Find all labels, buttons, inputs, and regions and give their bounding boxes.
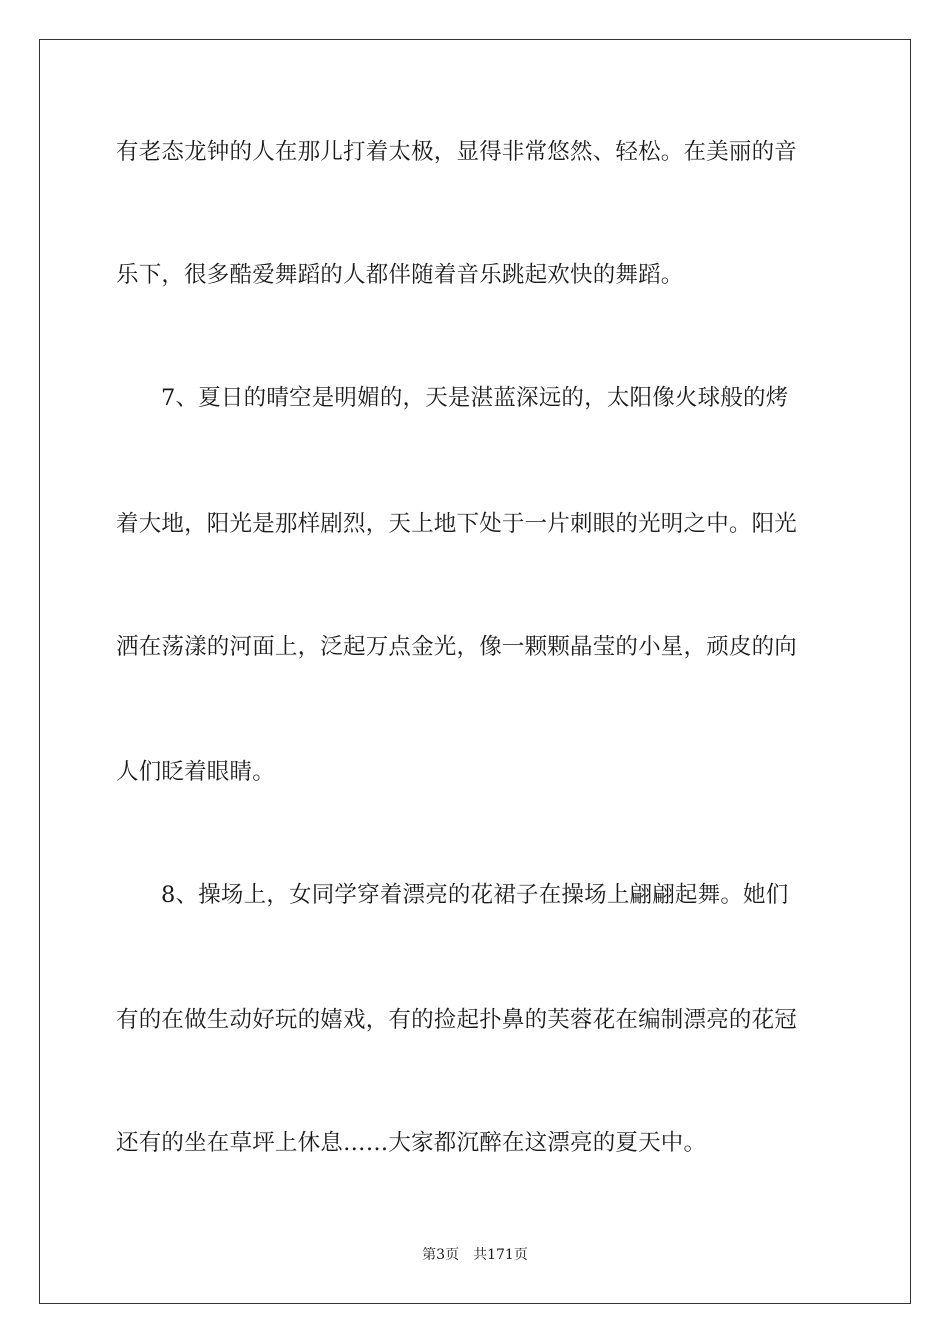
paragraph-line: 乐下，很多酷爱舞蹈的人都伴随着音乐跳起欢快的舞蹈。 bbox=[116, 262, 684, 288]
paragraph-line: 有的在做生动好玩的嬉戏，有的捡起扑鼻的芙蓉花在编制漂亮的花冠 bbox=[116, 1007, 798, 1033]
page-number: 第3页 bbox=[422, 1247, 460, 1263]
paragraph-line: 人们眨着眼睛。 bbox=[116, 759, 275, 785]
paragraph-line-item-8: 8、操场上，女同学穿着漂亮的花裙子在操场上翩翩起舞。她们 bbox=[161, 882, 789, 908]
total-pages: 共171页 bbox=[473, 1247, 528, 1263]
page-footer bbox=[0, 1246, 950, 1264]
paragraph-line: 着大地，阳光是那样剧烈，天上地下处于一片刺眼的光明之中。阳光 bbox=[116, 511, 798, 537]
paragraph-line: 有老态龙钟的人在那儿打着太极，显得非常悠然、轻松。在美丽的音 bbox=[116, 139, 798, 165]
page-border bbox=[39, 39, 911, 1304]
paragraph-line: 还有的坐在草坪上休息……大家都沉醉在这漂亮的夏天中。 bbox=[116, 1130, 707, 1156]
paragraph-line-item-7: 7、夏日的晴空是明媚的，天是湛蓝深远的，太阳像火球般的烤 bbox=[161, 385, 789, 411]
paragraph-line: 洒在荡漾的河面上，泛起万点金光，像一颗颗晶莹的小星，顽皮的向 bbox=[116, 634, 798, 660]
